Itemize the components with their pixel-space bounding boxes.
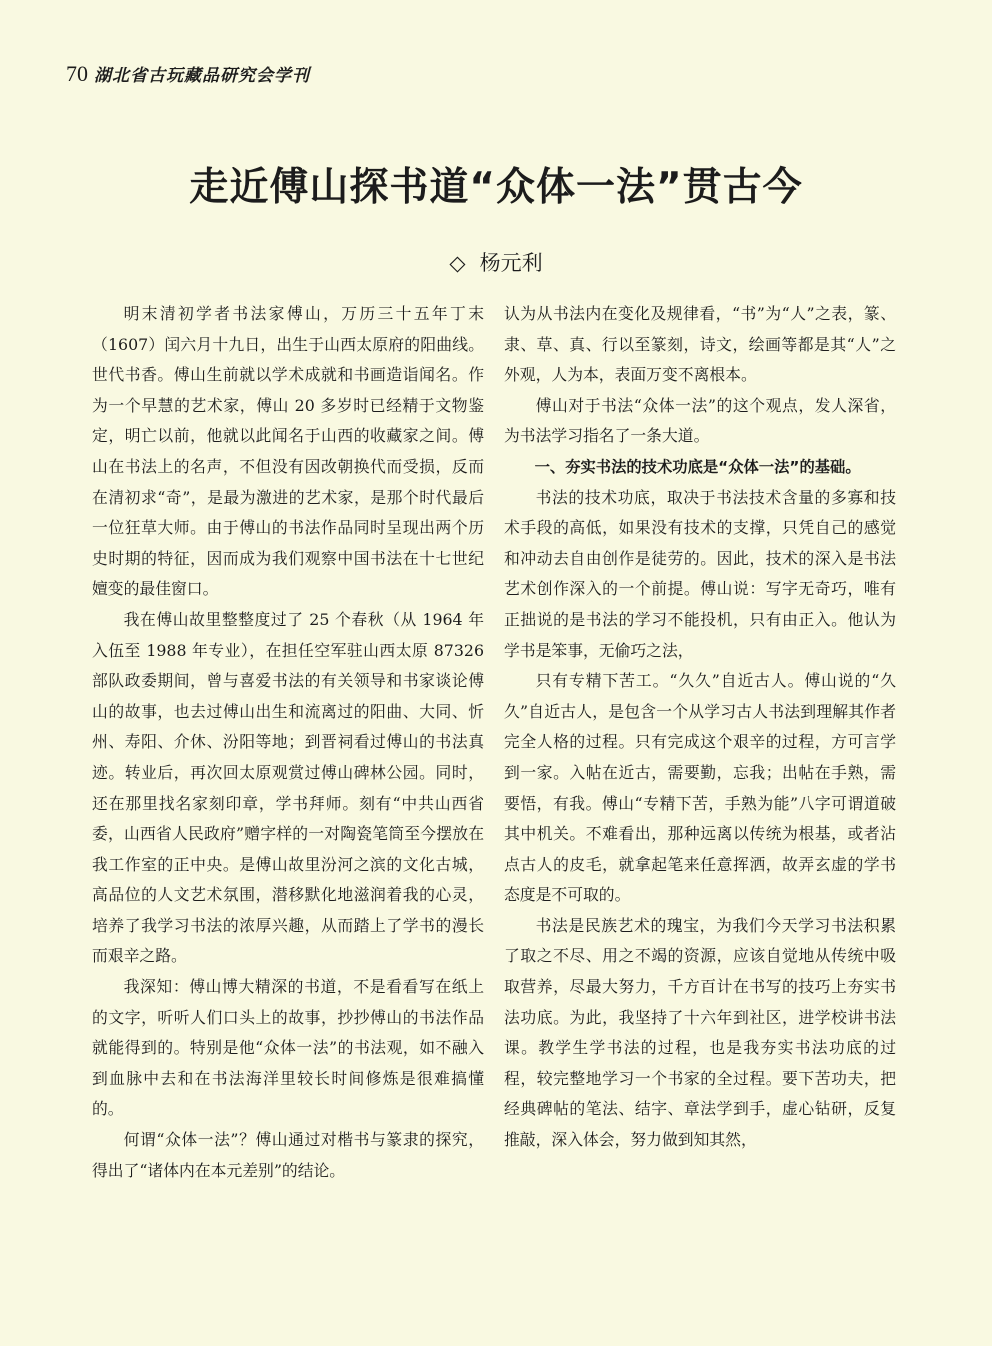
running-header [66,58,310,90]
body-paragraph: 傅山对于书法“众体一法”的这个观点，发人深省，为书法学习指名了一条大道。 [504,395,896,446]
article-title: 走近傅山探书道“众体一法”贯古今 [189,165,803,210]
author-name: 杨元利 [479,251,543,275]
byline [0,246,992,280]
body-paragraph: 我在傅山故里整整度过了 25 个春秋（从 1964 年入伍至 1988 年专业），在担任空军驻山西太原 87326 部队政委期间，曾与喜爱书法的有关领导和书家谈论傅山的故事，也去过傅山出生和流离过的阳曲、大同、忻州、寿阳、介休、汾阳等地；到晋祠看过傅山的书法真迹。转业后，再次回太原观赏过傅山碑林公园。同时，还在那里找名家刻印章，学书拜师。刻有“中共山西省委，山西省人民政府”赠字样的一对陶瓷笔筒至今摆放在我工作室的正中央。是傅山故里汾河之滨的文化古城，高品位的人文艺术氛围，潜移默化地滋润着我的心灵，培养了我学习书法的浓厚兴趣，从而踏上了学书的漫长而艰辛之路。 [92,609,484,966]
right-column [504,299,896,1156]
left-column [92,299,484,1186]
body-paragraph: 明末清初学者书法家傅山，万历三十五年丁末（1607）闰六月十九日，出生于山西太原府的阳曲线。世代书香。傅山生前就以学术成就和书画造诣闻名。作为一个早慧的艺术家，傅山 20 多岁时已经精于文物鉴定，明亡以前，他就以此闻名于山西的收藏家之间。傅山在书法上的名声，不但没有因改朝换代而受损，反而在清初求“奇”，是最为激进的艺术家，是那个时代最后一位狂草大师。由于傅山的书法作品同时呈现出两个历史时期的特征，因而成为我们观察中国书法在十七世纪嬗变的最佳窗口。 [92,304,484,599]
page-number: 70 [66,61,88,86]
body-paragraph: 何谓“众体一法”？傅山通过对楷书与篆隶的探究，得出了“诸体内在本元差别”的结论。 [92,1130,484,1180]
body-paragraph: 我深知：傅山博大精深的书道，不是看看写在纸上的文字，听听人们口头上的故事，抄抄傅山的书法作品就能得到的。特别是他“众体一法”的书法观，如不融入到血脉中去和在书法海洋里较长时间修炼是很难搞懂的。 [92,977,484,1119]
continued-paragraph: 认为从书法内在变化及规律看，“书”为“人”之表，篆、隶、草、真、行以至篆刻，诗文，绘画等都是其“人”之外观，人为本，表面万变不离根本。 [504,304,896,385]
body-paragraph: 书法是民族艺术的瑰宝，为我们今天学习书法积累了取之不尽、用之不竭的资源，应该自觉地从传统中吸取营养，尽最大努力，千方百计在书写的技巧上夯实书法功底。为此，我坚持了十六年到社区，进学校讲书法课。教学生学书法的过程，也是我夯实书法功底的过程，较完整地学习一个书家的全过程。要下苦功夫，把经典碑帖的笔法、结字、章法学到手，虚心钻研，反复推敲，深入体会，努力做到知其然， [504,915,896,1150]
journal-name: 湖北省古玩藏品研究会学刊 [94,66,310,86]
body-paragraph: 只有专精下苦工。“久久”自近古人。傅山说的“久久”自近古人，是包含一个从学习古人书法到理解其作者完全人格的过程。只有完成这个艰辛的过程，方可言学到一家。入帖在近古，需要勤，忘我；出帖在手熟，需要悟，有我。傅山“专精下苦，手熟为能”八字可谓道破其中机关。不难看出，那种远离以传统为根基，或者沾点古人的皮毛，就拿起笔来任意挥洒，故弄玄虚的学书态度是不可取的。 [504,671,896,905]
diamond-icon: ◇ [449,251,466,275]
body-paragraph: 书法的技术功底，取决于书法技术含量的多寡和技术手段的高低，如果没有技术的支撑，只凭自己的感觉和冲动去自由创作是徒劳的。因此，技术的深入是书法艺术创作深入的一个前提。傅山说：写字无奇巧，唯有正拙说的是书法的学习不能投机，只有由正入。他认为学书是笨事，无偷巧之法， [504,487,896,660]
section-heading: 一、夯实书法的技术功底是“众体一法”的基础。 [534,457,861,476]
